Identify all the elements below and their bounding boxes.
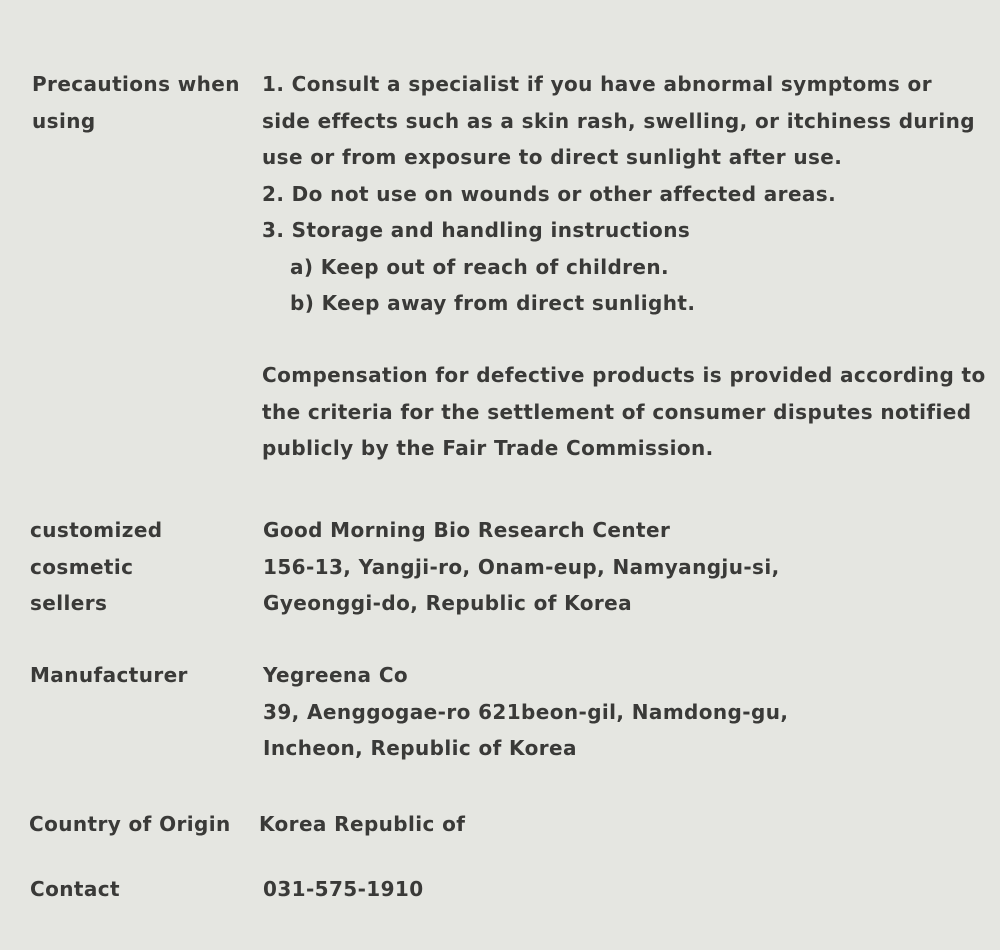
seller-value [263, 512, 983, 622]
manufacturer-address-line: 39, Aenggogae-ro 621beon-gil, Namdong-gu, [263, 699, 789, 724]
precautions-label-line: Precautions when [32, 72, 240, 96]
precaution-item: use or from exposure to direct sunlight after use. [262, 145, 843, 169]
seller-label [30, 512, 250, 622]
compensation-line: Compensation for defective products is provided according to [262, 363, 986, 387]
storage-subitem: a) Keep out of reach of children. [290, 254, 670, 279]
seller-label-line: sellers [30, 591, 108, 615]
origin-value [259, 806, 979, 843]
contact-label [30, 871, 250, 908]
precaution-item: 3. Storage and handling instructions [262, 218, 691, 242]
seller-name: Good Morning Bio Research Center [263, 518, 671, 542]
precaution-item: 1. Consult a specialist if you have abnormal symptoms or [262, 72, 932, 96]
manufacturer-name: Yegreena Co [263, 663, 409, 687]
contact-label-text: Contact [30, 877, 120, 901]
manufacturer-label-text: Manufacturer [30, 663, 188, 687]
seller-address-line: Gyeonggi-do, Republic of Korea [263, 591, 632, 615]
precaution-item: side effects such as a skin rash, swelling, or itchiness during [262, 108, 975, 133]
compensation-note [262, 357, 986, 467]
precautions-label [32, 66, 252, 139]
manufacturer-label [30, 657, 250, 694]
seller-label-line: cosmetic [30, 554, 134, 579]
seller-address-line: 156-13, Yangji-ro, Onam-eup, Namyangju-si, [263, 554, 780, 579]
manufacturer-address-line: Incheon, Republic of Korea [263, 736, 577, 760]
origin-label-text: Country of Origin [29, 812, 231, 836]
origin-label [29, 806, 249, 843]
storage-subitem: b) Keep away from direct sunlight. [290, 291, 696, 315]
origin-value-text: Korea Republic of [259, 812, 466, 836]
manufacturer-value [263, 657, 983, 767]
compensation-line: the criteria for the settlement of consumer disputes notified [262, 399, 972, 424]
seller-label-line: customized [30, 518, 163, 542]
compensation-line: publicly by the Fair Trade Commission. [262, 436, 714, 460]
precautions-list [262, 66, 982, 322]
contact-value [263, 871, 983, 908]
precautions-label-line: using [32, 108, 96, 133]
contact-phone: 031-575-1910 [263, 877, 424, 901]
precaution-item: 2. Do not use on wounds or other affected areas. [262, 181, 837, 206]
